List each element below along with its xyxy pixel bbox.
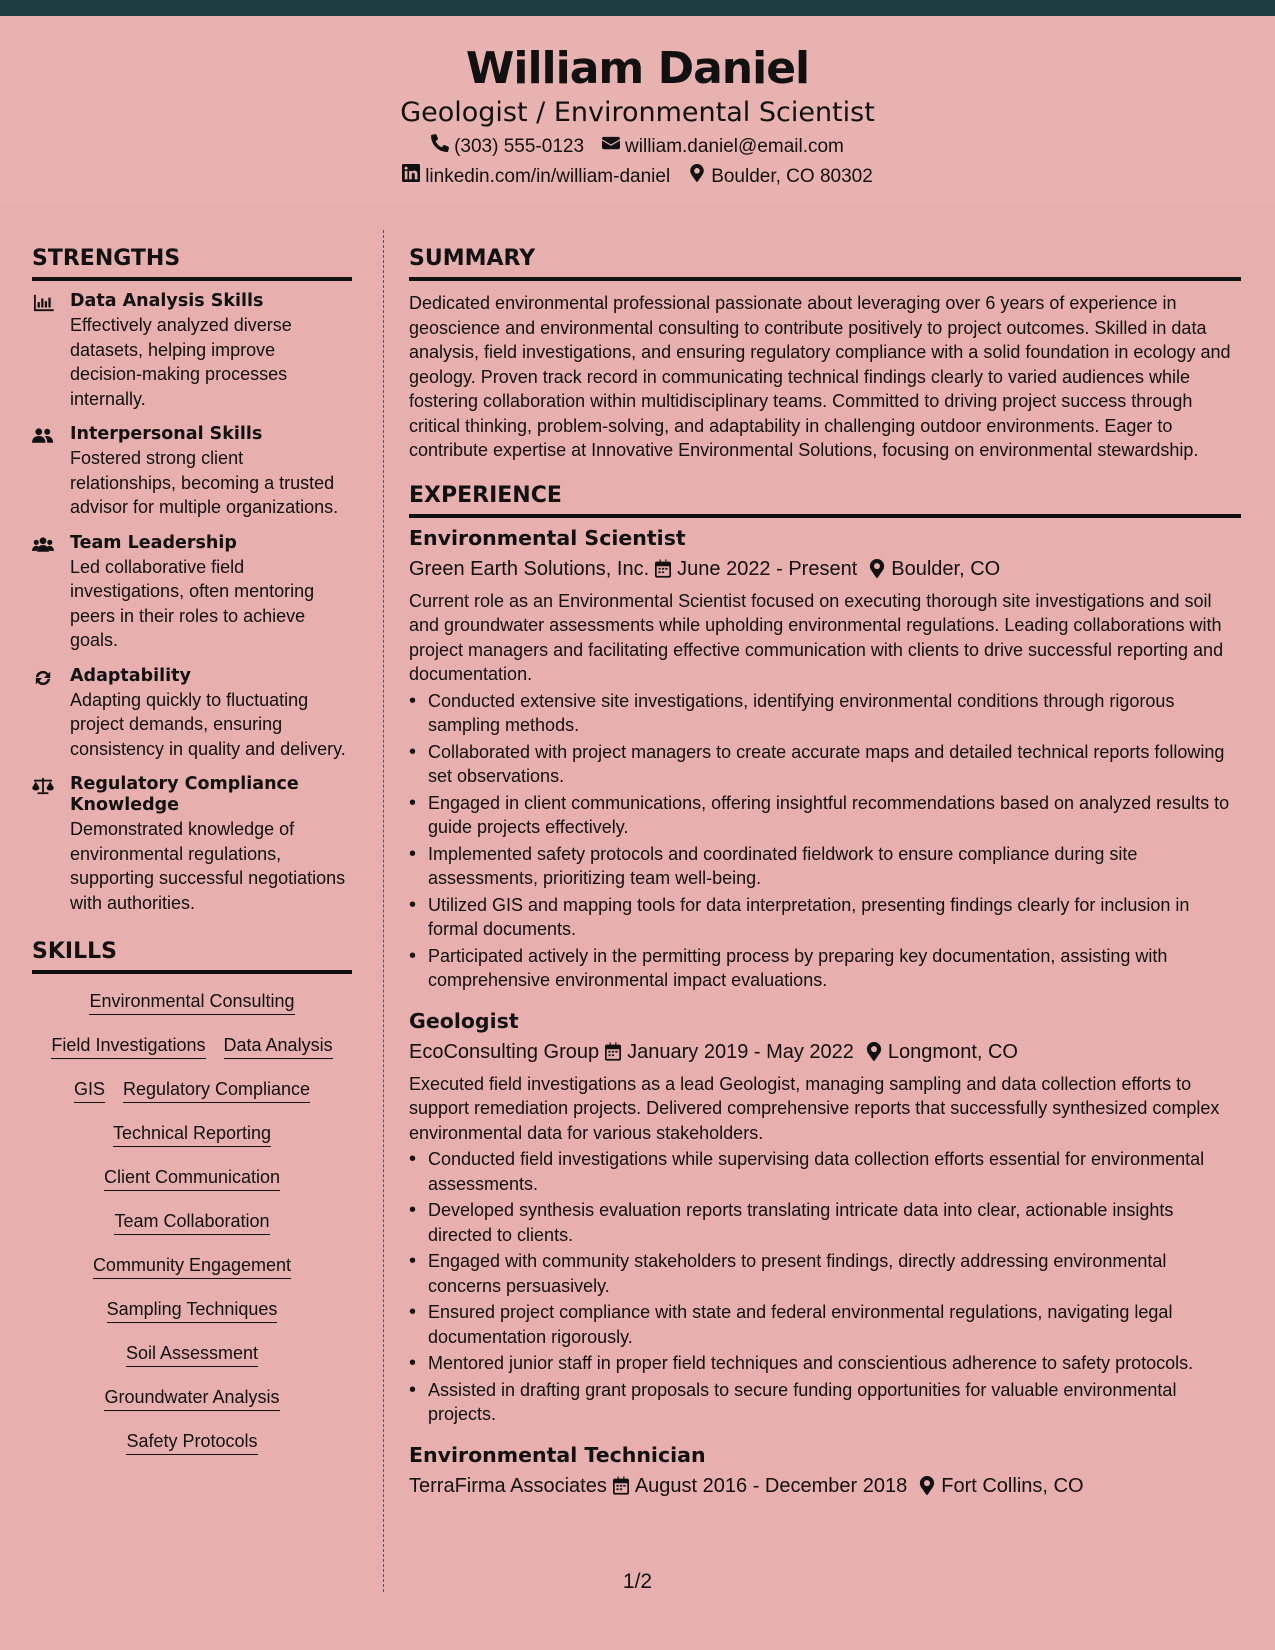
job-bullet: • Conducted field investigations while supervising data collection efforts essential for environmental assessments. [409, 1147, 1241, 1196]
skill-tag: Sampling Techniques [107, 1296, 278, 1323]
strength-item [32, 424, 352, 520]
job-entry [409, 524, 1241, 993]
job-description: Current role as an Environmental Scientist focused on executing thorough site investigations and soil and groundwater assessments while upholding environmental regulations. Leading collaborations with project managers and facilitating effective communication with clients to drive successful reporting and documentation. [409, 590, 1224, 684]
job-company: Green Earth Solutions, Inc. [409, 557, 650, 580]
map-pin-icon [863, 559, 891, 578]
job-description: Executed field investigations as a lead Geologist, managing sampling and data collection efforts to support remediation projects. Delivered comprehensive reports that successfully synthesized complex environmental data for various stakeholders. [409, 1073, 1220, 1143]
email-item[interactable] [602, 134, 844, 160]
skill-tag: Community Engagement [93, 1252, 291, 1279]
job-title: Geologist [409, 1008, 519, 1033]
skills-row [32, 1340, 352, 1367]
strength-item [32, 666, 352, 762]
map-pin-icon [688, 164, 706, 190]
job-dates: June 2022 - Present [677, 557, 858, 580]
strength-title: Interpersonal Skills [70, 424, 263, 444]
skills-row [32, 1208, 352, 1235]
job-bullet: • Implemented safety protocols and coordinated fieldwork to ensure compliance during site assessments, prioritizing team well-being. [409, 842, 1241, 891]
job-bullet: • Utilized GIS and mapping tools for data interpretation, presenting findings clearly for inclusion in formal documents. [409, 893, 1241, 942]
job-bullet: • Conducted extensive site investigations, identifying environmental conditions through rigorous sampling methods. [409, 689, 1241, 738]
map-pin-icon [913, 1476, 941, 1495]
location-text: Boulder, CO 80302 [711, 166, 873, 187]
candidate-name: William Daniel [465, 43, 810, 94]
linkedin-icon [402, 164, 420, 190]
skills-row [32, 1120, 352, 1147]
job-bullet: • Participated actively in the permitting process by preparing key documentation, assisting with comprehensive environmental impact evaluations. [409, 944, 1241, 993]
location-item [688, 164, 873, 190]
map-pin-icon [860, 1042, 888, 1061]
skills-row [32, 1428, 352, 1455]
job-meta [409, 1471, 1241, 1501]
job-meta [409, 1037, 1241, 1067]
refresh-icon [32, 666, 58, 762]
skill-tag: Soil Assessment [126, 1340, 258, 1367]
job-location: Fort Collins, CO [941, 1474, 1084, 1497]
skills-row [32, 1384, 352, 1411]
calendar-icon [599, 1042, 627, 1061]
left-column [32, 244, 352, 1455]
skill-tag: Client Communication [104, 1164, 280, 1191]
job-entry [409, 1007, 1241, 1427]
strength-item [32, 774, 352, 915]
job-bullets [409, 689, 1241, 993]
envelope-icon [602, 134, 620, 160]
job-title: Environmental Technician [409, 1442, 706, 1467]
job-bullets [409, 1147, 1241, 1427]
strength-desc: Led collaborative field investigations, often mentoring peers in their roles to achieve goals. [70, 556, 315, 650]
phone-text: (303) 555-0123 [454, 136, 585, 157]
skill-tag: GIS [74, 1076, 105, 1103]
balance-scale-icon [32, 774, 58, 915]
job-title: Environmental Scientist [409, 525, 686, 550]
contact-row-1 [0, 134, 1275, 160]
job-bullet: • Assisted in drafting grant proposals to secure funding opportunities for valuable environmental projects. [409, 1378, 1241, 1427]
column-divider [383, 230, 384, 1592]
strengths-heading: STRENGTHS [32, 244, 352, 281]
experience-heading: EXPERIENCE [409, 481, 1241, 518]
skills-row [32, 1252, 352, 1279]
resume-header [0, 16, 1275, 204]
job-bullet: • Mentored junior staff in proper field techniques and conscientious adherence to safety protocols. [409, 1351, 1241, 1376]
calendar-icon [649, 559, 677, 578]
job-dates: January 2019 - May 2022 [627, 1040, 854, 1063]
job-bullet: • Engaged in client communications, offering insightful recommendations based on analyzed results to guide projects effectively. [409, 791, 1241, 840]
skills-list [32, 988, 352, 1455]
calendar-icon [607, 1476, 635, 1495]
strength-desc: Fostered strong client relationships, becoming a trusted advisor for multiple organizations. [70, 448, 339, 517]
linkedin-text: linkedin.com/in/william-daniel [425, 166, 671, 187]
job-dates: August 2016 - December 2018 [634, 1474, 908, 1497]
strength-desc: Adapting quickly to fluctuating project demands, ensuring consistency in quality and delivery. [70, 689, 346, 759]
job-location: Boulder, CO [891, 557, 1001, 580]
strength-item [32, 291, 352, 411]
right-column [409, 244, 1241, 1515]
skill-tag: Safety Protocols [126, 1428, 257, 1455]
linkedin-item[interactable] [402, 164, 670, 190]
strength-item [32, 533, 352, 653]
candidate-title: Geologist / Environmental Scientist [400, 97, 875, 128]
skill-tag: Data Analysis [224, 1032, 333, 1059]
skills-row [32, 988, 352, 1015]
job-company: EcoConsulting Group [409, 1040, 600, 1063]
job-bullet: • Ensured project compliance with state and federal environmental regulations, navigating legal documentation rigorously. [409, 1300, 1241, 1349]
job-meta [409, 554, 1241, 584]
strength-desc: Effectively analyzed diverse datasets, helping improve decision-making processes internally. [70, 315, 292, 409]
summary-text: Dedicated environmental professional passionate about leveraging over 6 years of experience in geoscience and environmental consulting to contribute positively to project outcomes. Skilled in data analysis, field investigations, and ensuring regulatory compliance with a solid foundation in ecology and geology. Proven track record in communicating technical findings clearly to varied audiences while fostering collaboration within multidisciplinary teams. Committed to driving project success through critical thinking, problem-solving, and adaptability in challenging outdoor environments. Eager to contribute expertise at Innovative Environmental Solutions, focusing on environmental stewardship. [409, 293, 1231, 460]
skills-row [32, 1296, 352, 1323]
strength-title: Adaptability [70, 665, 191, 686]
skill-tag: Team Collaboration [114, 1208, 269, 1235]
skill-tag: Groundwater Analysis [104, 1384, 279, 1411]
summary-heading: SUMMARY [409, 244, 1241, 281]
job-bullet: • Developed synthesis evaluation reports translating intricate data into clear, actionable insights directed to clients. [409, 1198, 1241, 1247]
contact-row-2 [0, 164, 1275, 190]
skill-tag: Field Investigations [51, 1032, 205, 1059]
top-bar [0, 0, 1275, 16]
skill-tag: Regulatory Compliance [123, 1076, 310, 1103]
job-bullet: • Engaged with community stakeholders to present findings, directly addressing environmental concerns persuasively. [409, 1249, 1241, 1298]
strength-desc: Demonstrated knowledge of environmental regulations, supporting successful negotiations with authorities. [70, 819, 346, 913]
job-bullet: • Collaborated with project managers to create accurate maps and detailed technical reports following set observations. [409, 740, 1241, 789]
phone-item [431, 134, 584, 160]
job-entry [409, 1441, 1241, 1501]
skills-heading: SKILLS [32, 937, 352, 974]
job-company: TerraFirma Associates [409, 1474, 607, 1497]
skill-tag: Technical Reporting [113, 1120, 271, 1147]
job-location: Longmont, CO [887, 1040, 1018, 1063]
bar-chart-icon [32, 291, 58, 411]
page-number: 1/2 [622, 1570, 653, 1593]
skills-row [32, 1164, 352, 1191]
strength-title: Regulatory Compliance Knowledge [70, 774, 299, 815]
user-pair-icon [32, 424, 58, 520]
strength-title: Data Analysis Skills [70, 291, 264, 311]
skill-tag: Environmental Consulting [89, 988, 294, 1015]
email-text: william.daniel@email.com [625, 136, 844, 157]
strength-title: Team Leadership [70, 532, 237, 553]
users-group-icon [32, 533, 58, 653]
phone-icon [431, 134, 449, 160]
